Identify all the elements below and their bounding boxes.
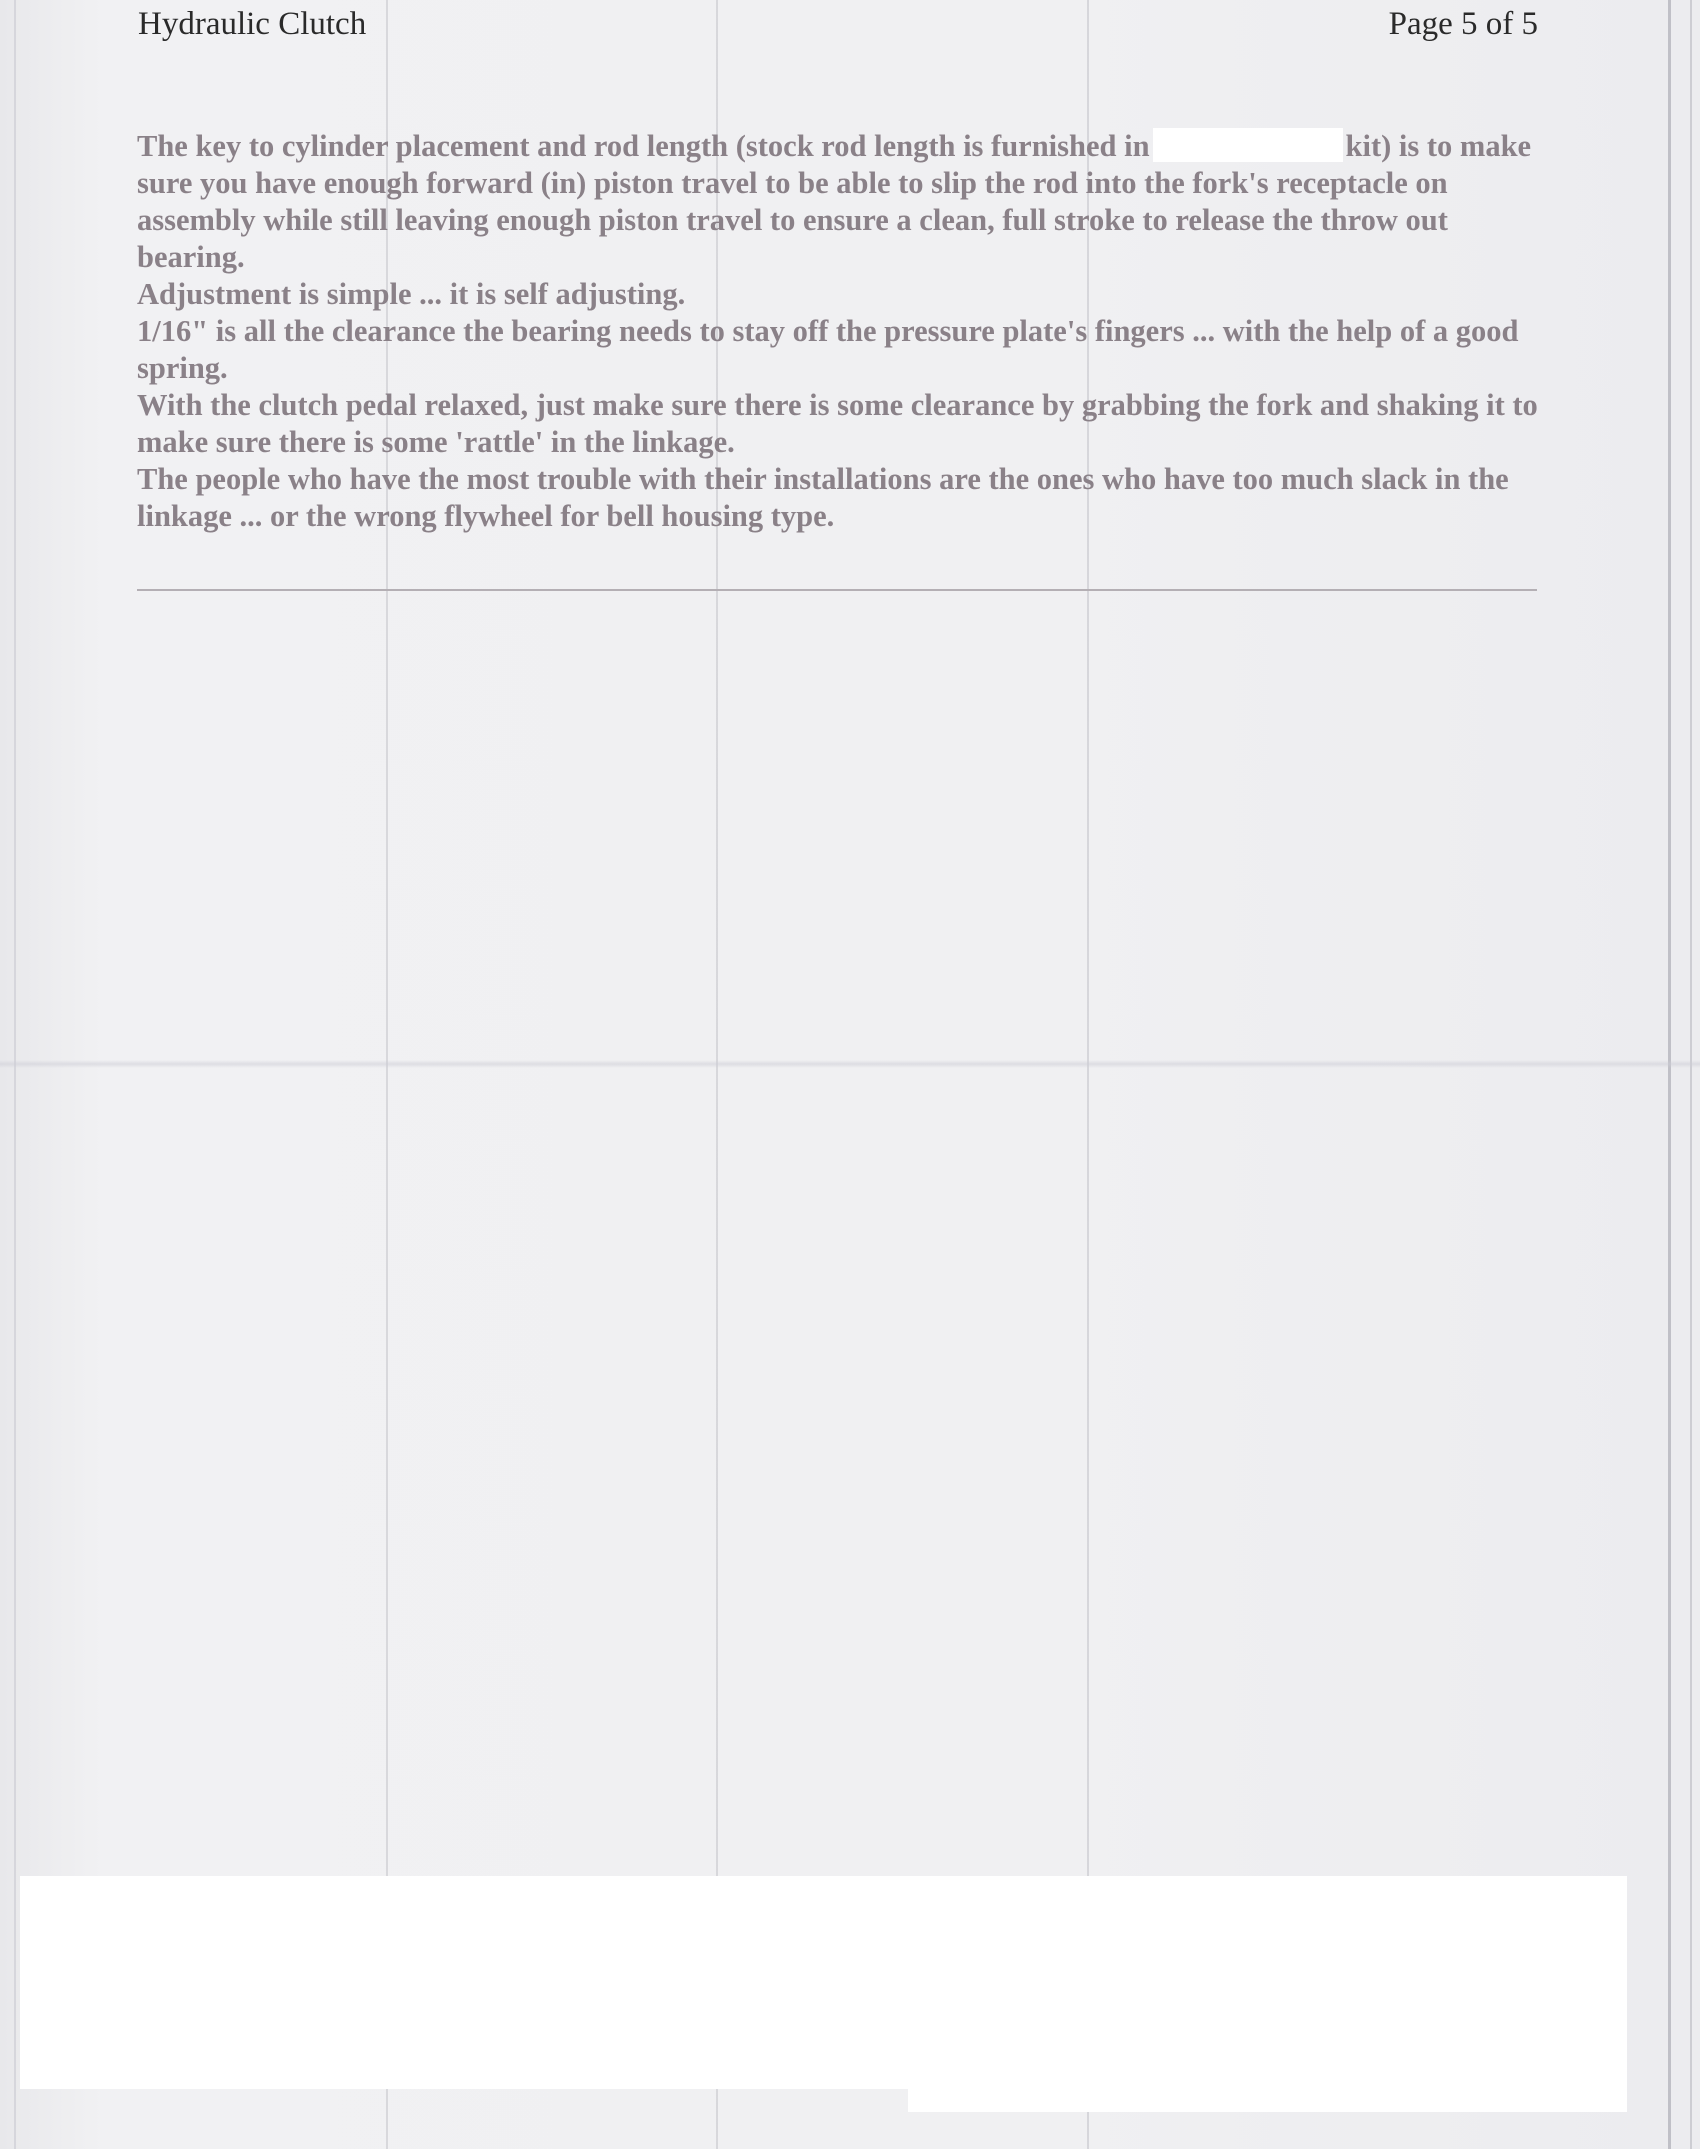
paragraph: [137, 128, 1547, 276]
paragraph: Adjustment is simple ... it is self adjusting.: [137, 277, 686, 311]
page-number: Page 5 of 5: [1388, 6, 1538, 42]
paragraph: The people who have the most trouble with their installations are the ones who have too much slack in the linkage ... or the wrong flywheel for bell housing type.: [137, 462, 1509, 533]
redaction-box: [20, 1876, 1627, 2089]
redaction-box: [1153, 128, 1343, 162]
horizontal-fold: [0, 1060, 1700, 1068]
document-title: Hydraulic Clutch: [138, 6, 367, 42]
paragraph-text: The key to cylinder placement and rod length (stock rod length is furnished in: [137, 129, 1150, 163]
paragraph: 1/16" is all the clearance the bearing needs to stay off the pressure plate's fingers ... with the help of a good spring.: [137, 314, 1519, 385]
page-edge-line: [14, 0, 16, 2149]
body-text: [137, 128, 1547, 535]
redaction-box: [908, 2080, 1627, 2112]
horizontal-rule: [137, 589, 1537, 591]
page-edge-line: [1690, 0, 1692, 2149]
page-edge-line: [1668, 0, 1671, 2149]
paragraph-text: kit) is to make sure you have enough forward (in) piston travel to be able to slip the rod into the fork's receptacle on assembly while still leaving enough piston travel to ensure a clean, full stroke to release the throw out bearing.: [137, 129, 1532, 274]
paragraph: With the clutch pedal relaxed, just make sure there is some clearance by grabbing the fork and shaking it to make sure there is some 'rattle' in the linkage.: [137, 388, 1538, 459]
